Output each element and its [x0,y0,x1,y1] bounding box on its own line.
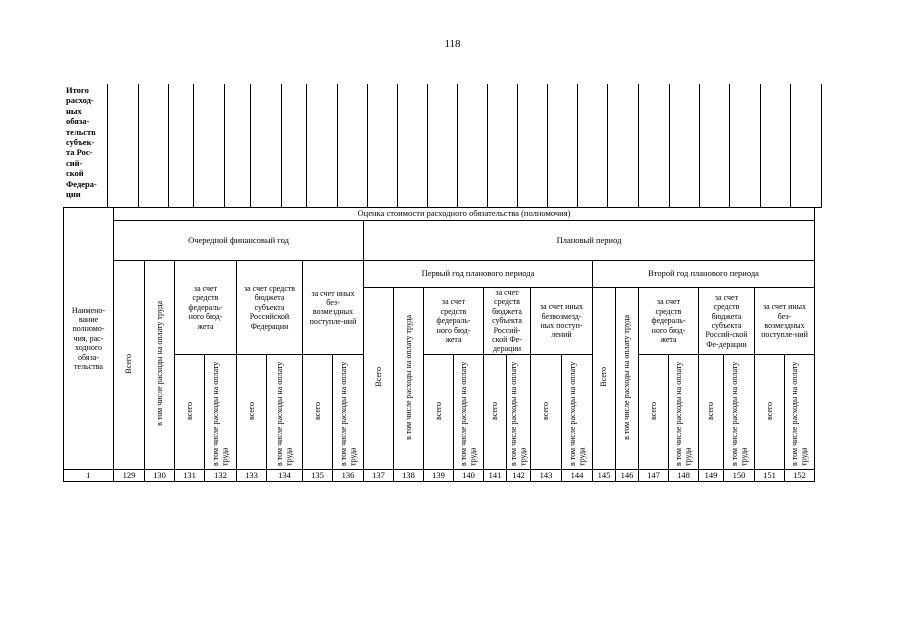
cy-region-header: за счет средств бюджета субъекта Российской Федерации [237,261,303,355]
column-number: 134 [267,469,303,481]
sy-region-header: за счет средств бюджета субъекта Россий-ской Фе-дерации [699,288,755,355]
table-caption: Оценка стоимости расходного обязательства (полномочия) [114,208,815,221]
column-number: 1 [64,469,114,481]
cy-federal-total-header: всего [175,354,205,469]
column-number: 144 [562,469,593,481]
py-federal-total-header: всего [424,354,454,469]
page-number: 118 [444,38,461,50]
first-plan-year-header: Первый год планового периода [364,261,593,288]
totals-cell [397,84,427,208]
column-numbers-row [64,469,815,481]
column-number: 143 [531,469,562,481]
cy-labor-header: в том числе расходы на оплату труда [145,261,175,470]
totals-cell [457,84,487,208]
totals-cell [367,84,397,208]
totals-cell [760,84,790,208]
totals-cell [337,84,367,208]
column-number: 137 [364,469,394,481]
column-number: 148 [669,469,699,481]
totals-cell [427,84,457,208]
totals-cell [193,84,224,208]
totals-cell [699,84,729,208]
column-number: 141 [484,469,507,481]
cy-other-total-header: всего [303,354,333,469]
py-federal-header: за счет средств федераль-ного бюд-жета [424,288,484,355]
sy-region-labor-header: в том числе расходы на оплату труда [724,354,755,469]
sy-total-header: Всего [593,288,616,470]
column-number: 133 [237,469,267,481]
column-number: 146 [616,469,639,481]
planning-period-header: Плановый период [364,221,815,261]
totals-cell [607,84,638,208]
sy-federal-labor-header: в том числе расходы на оплату труда [669,354,699,469]
column-number: 145 [593,469,616,481]
sy-federal-header: за счет средств федераль-ного бюд-жета [639,288,699,355]
sy-labor-header: в том числе расходы на оплату труда [616,288,639,470]
cy-other-header: за счет иных без-возмездных поступле-ний [303,261,364,355]
sy-region-total-header: всего [699,354,724,469]
current-year-header: Очередной финансовый год [114,221,364,261]
py-other-total-header: всего [531,354,562,469]
second-plan-year-header: Второй год планового периода [593,261,815,288]
column-number: 147 [639,469,669,481]
sy-other-total-header: всего [755,354,785,469]
column-number: 140 [454,469,484,481]
totals-cell [669,84,699,208]
cy-region-labor-header: в том числе расходы на оплату труда [267,354,303,469]
column-number: 142 [507,469,531,481]
column-number: 139 [424,469,454,481]
totals-cell [107,84,138,208]
py-total-header: Всего [364,288,394,470]
totals-cell [306,84,337,208]
py-region-header: за счет средств бюджета субъекта Россий-ской Фе-дерации [484,288,531,355]
py-labor-header: в том числе расходы на оплату труда [394,288,424,470]
column-number: 132 [205,469,237,481]
py-region-labor-header: в том числе расходы на оплату труда [507,354,531,469]
sy-other-labor-header: в том числе расходы на оплату труда [785,354,815,469]
totals-cell [281,84,306,208]
totals-cell [577,84,607,208]
column-number: 151 [755,469,785,481]
column-number: 149 [699,469,724,481]
py-other-labor-header: в том числе расходы на оплату труда [562,354,593,469]
totals-cell [250,84,281,208]
py-other-header: за счет иных безвозмезд-ных поступ-лений [531,288,593,355]
cy-federal-labor-header: в том числе расходы на оплату труда [205,354,237,469]
totals-cell [729,84,760,208]
sy-federal-total-header: всего [639,354,669,469]
column-number: 138 [394,469,424,481]
cy-total-header: Всего [114,261,145,470]
totals-cell [168,84,193,208]
cy-other-labor-header: в том числе расходы на оплату труда [333,354,364,469]
sy-other-header: за счет иных без-возмездных поступле-ний [755,288,815,355]
py-federal-labor-header: в том числе расходы на оплату труда [454,354,484,469]
column-number: 152 [785,469,815,481]
totals-cell [790,84,821,208]
column-number: 150 [724,469,755,481]
column-header-name: Наимено- вание полномо- чия, рас- ходного обяза- тельства [64,208,114,470]
totals-cell [138,84,168,208]
totals-cell [224,84,250,208]
totals-cell [487,84,517,208]
column-number: 130 [145,469,175,481]
column-number: 131 [175,469,205,481]
column-number: 136 [333,469,364,481]
cy-region-total-header: всего [237,354,267,469]
totals-cell [638,84,669,208]
cy-federal-header: за счет средств федераль-ного бюд-жета [175,261,237,355]
py-region-total-header: всего [484,354,507,469]
totals-row-label: Итого расход- ных обяза- тельств субъек- та Рос- сий- ской Федера- ции [64,84,107,208]
totals-cell [517,84,547,208]
column-number: 135 [303,469,333,481]
column-number: 129 [114,469,145,481]
totals-row-table [64,84,822,208]
totals-cell [547,84,577,208]
cost-estimate-table [63,207,815,482]
